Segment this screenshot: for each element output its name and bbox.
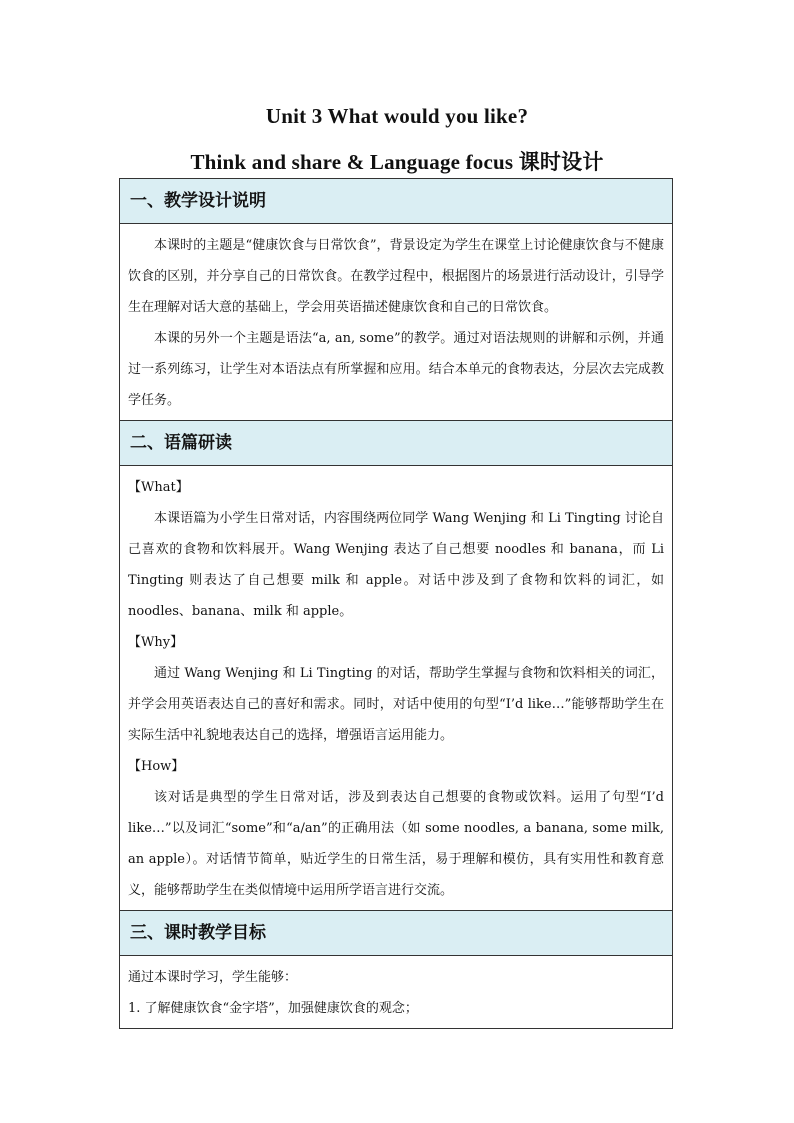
section-heading-text-analysis: 二、语篇研读 bbox=[120, 421, 672, 466]
how-tag: 【How】 bbox=[128, 759, 185, 774]
section-heading-design-notes: 一、教学设计说明 bbox=[120, 179, 672, 224]
what-tag: 【What】 bbox=[128, 480, 189, 495]
why-paragraph: 通过 Wang Wenjing 和 Li Tingting 的对话，帮助学生掌握与食物和饮料相关的词汇，并学会用英语表达自己的喜好和需求。同时，对话中使用的句型“I’d like…”能够帮助学生在实际生活中礼貌地表达自己的选择，增强语言运用能力。 bbox=[128, 666, 664, 743]
paragraph: 本课的另外一个主题是语法“a, an, some”的教学。通过对语法规则的讲解和示例，并通过一系列练习，让学生对本语法点有所掌握和应用。结合本单元的食物表达，分层次去完成教学任务。 bbox=[128, 331, 664, 408]
section-heading-objectives: 三、课时教学目标 bbox=[120, 911, 672, 956]
lesson-design-table bbox=[119, 178, 673, 1029]
why-tag: 【Why】 bbox=[128, 635, 184, 650]
objective-item: 1. 了解健康饮食“金字塔”，加强健康饮食的观念； bbox=[128, 1001, 418, 1016]
section-body-objectives bbox=[120, 956, 672, 1028]
what-paragraph: 本课语篇为小学生日常对话，内容围绕两位同学 Wang Wenjing 和 Li Tingting 讨论自己喜欢的食物和饮料展开。Wang Wenjing 表达了自己想要 noodles 和 banana，而 Li Tingting 则表达了自己想要 milk 和 apple。对话中涉及到了食物和饮料的词汇，如 noodles、banana、milk 和 apple。 bbox=[128, 511, 664, 619]
section-body-design-notes bbox=[120, 224, 672, 421]
section-body-text-analysis bbox=[120, 466, 672, 911]
how-paragraph: 该对话是典型的学生日常对话，涉及到表达自己想要的食物或饮料。运用了句型“I’d like…”以及词汇“some”和“a/an”的正确用法（如 some noodles, a banana, some milk, an apple）。对话情节简单，贴近学生的日常生活，易于理解和模仿，具有实用性和教育意义，能够帮助学生在类似情境中运用所学语言进行交流。 bbox=[128, 790, 664, 898]
paragraph: 本课时的主题是“健康饮食与日常饮食”，背景设定为学生在课堂上讨论健康饮食与不健康饮食的区别，并分享自己的日常饮食。在教学过程中，根据图片的场景进行活动设计，引导学生在理解对话大意的基础上，学会用英语描述健康饮食和自己的日常饮食。 bbox=[128, 238, 664, 315]
document-subtitle: Think and share & Language focus 课时设计 bbox=[190, 150, 604, 174]
objectives-intro: 通过本课时学习，学生能够： bbox=[128, 970, 298, 985]
document-title: Unit 3 What would you like? bbox=[265, 104, 529, 128]
